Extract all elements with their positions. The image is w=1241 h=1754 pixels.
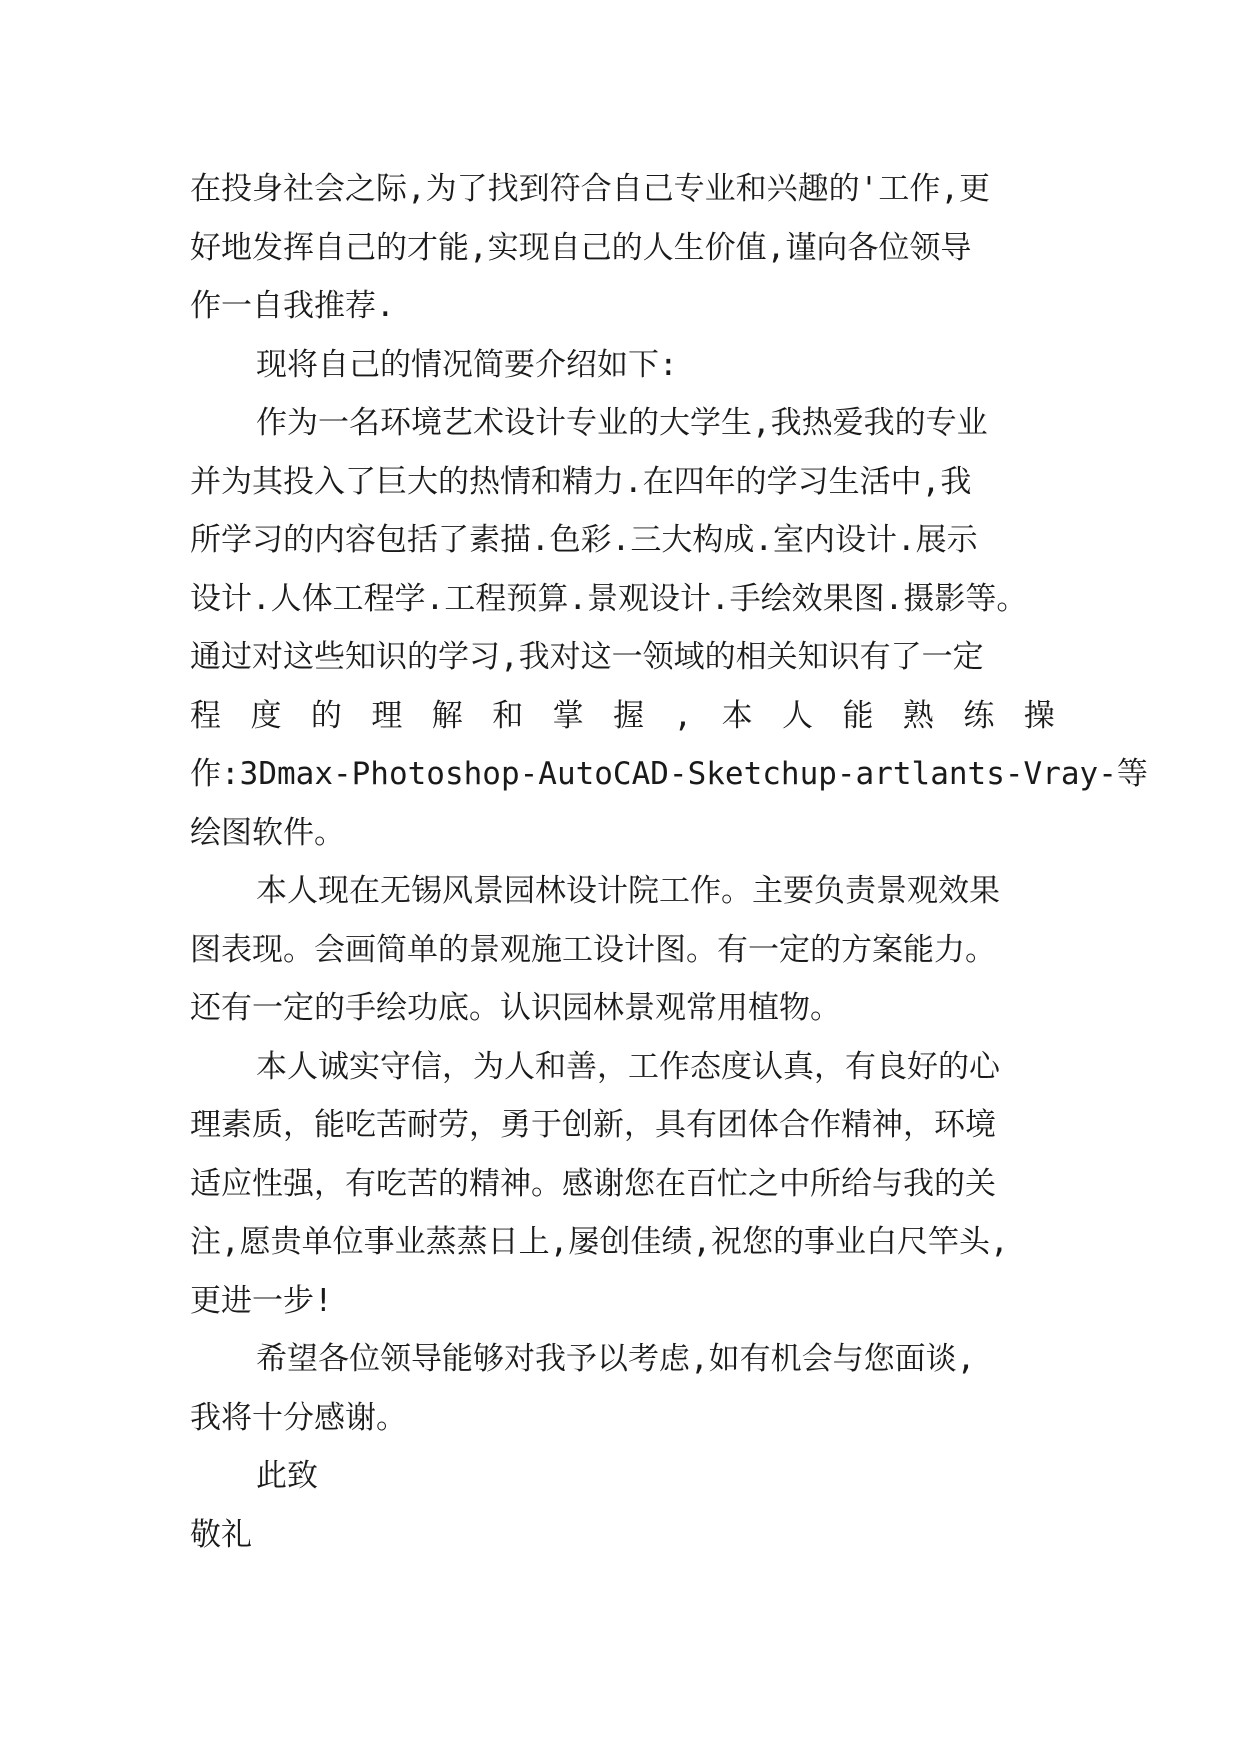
letter-body xyxy=(190,160,1148,1564)
spread-text-line xyxy=(190,687,1055,746)
spread-char: 掌 xyxy=(552,697,584,734)
spread-char: , xyxy=(673,697,693,734)
spread-char: 本 xyxy=(721,697,753,734)
text-line: 作一自我推荐. xyxy=(190,288,395,324)
text-line: 图表现。会画简单的景观施工设计图。有一定的方案能力。 xyxy=(190,931,996,968)
salutation: 敬礼 xyxy=(190,1516,252,1553)
text-line: 本人现在无锡风景园林设计院工作。主要负责景观效果 xyxy=(256,873,1000,909)
spread-char: 的 xyxy=(310,697,342,734)
spread-char: 练 xyxy=(963,697,995,734)
text-line: 在投身社会之际,为了找到符合自己专业和兴趣的'工作,更 xyxy=(190,171,990,207)
text-line: 希望各位领导能够对我予以考虑,如有机会与您面谈, xyxy=(256,1341,976,1377)
spread-char: 和 xyxy=(492,697,524,734)
text-line: 并为其投入了巨大的热情和精力.在四年的学习生活中,我 xyxy=(190,463,972,500)
spread-char: 握 xyxy=(613,697,645,734)
text-line: 通过对这些知识的学习,我对这一领域的相关知识有了一定 xyxy=(190,639,984,675)
spread-char: 人 xyxy=(782,697,814,734)
text-line: 注,愿贵单位事业蒸蒸日上,屡创佳绩,祝您的事业白尺竿头, xyxy=(190,1224,1009,1260)
text-line: 我将十分感谢。 xyxy=(190,1399,407,1436)
spread-char: 能 xyxy=(842,697,874,734)
spread-char: 熟 xyxy=(902,697,934,734)
text-line: 现将自己的情况简要介绍如下: xyxy=(256,346,678,383)
closing-phrase: 此致 xyxy=(256,1458,318,1494)
text-line: 设计.人体工程学.工程预算.景观设计.手绘效果图.摄影等。 xyxy=(190,580,1028,617)
text-line: 绘图软件。 xyxy=(190,814,345,851)
text-line: 本人诚实守信，为人和善，工作态度认真，有良好的心 xyxy=(256,1048,1000,1085)
spread-char: 度 xyxy=(250,697,282,734)
spread-char: 解 xyxy=(431,697,463,734)
spread-char: 理 xyxy=(371,697,403,734)
text-line: 适应性强，有吃苦的精神。感谢您在百忙之中所给与我的关 xyxy=(190,1165,996,1202)
text-line: 作:3Dmax-Photoshop-AutoCAD-Sketchup-artlants-Vray-等 xyxy=(190,756,1148,792)
spread-char: 程 xyxy=(190,697,221,734)
text-line: 所学习的内容包括了素描.色彩.三大构成.室内设计.展示 xyxy=(190,522,978,558)
spread-char: 操 xyxy=(1023,697,1055,734)
text-line: 还有一定的手绘功底。认识园林景观常用植物。 xyxy=(190,990,841,1026)
text-line: 作为一名环境艺术设计专业的大学生,我热爱我的专业 xyxy=(256,405,988,441)
text-line: 更进一步! xyxy=(190,1282,333,1319)
text-line: 理素质，能吃苦耐劳，勇于创新，具有团体合作精神，环境 xyxy=(190,1107,996,1143)
text-line: 好地发挥自己的才能,实现自己的人生价值,谨向各位领导 xyxy=(190,229,972,266)
